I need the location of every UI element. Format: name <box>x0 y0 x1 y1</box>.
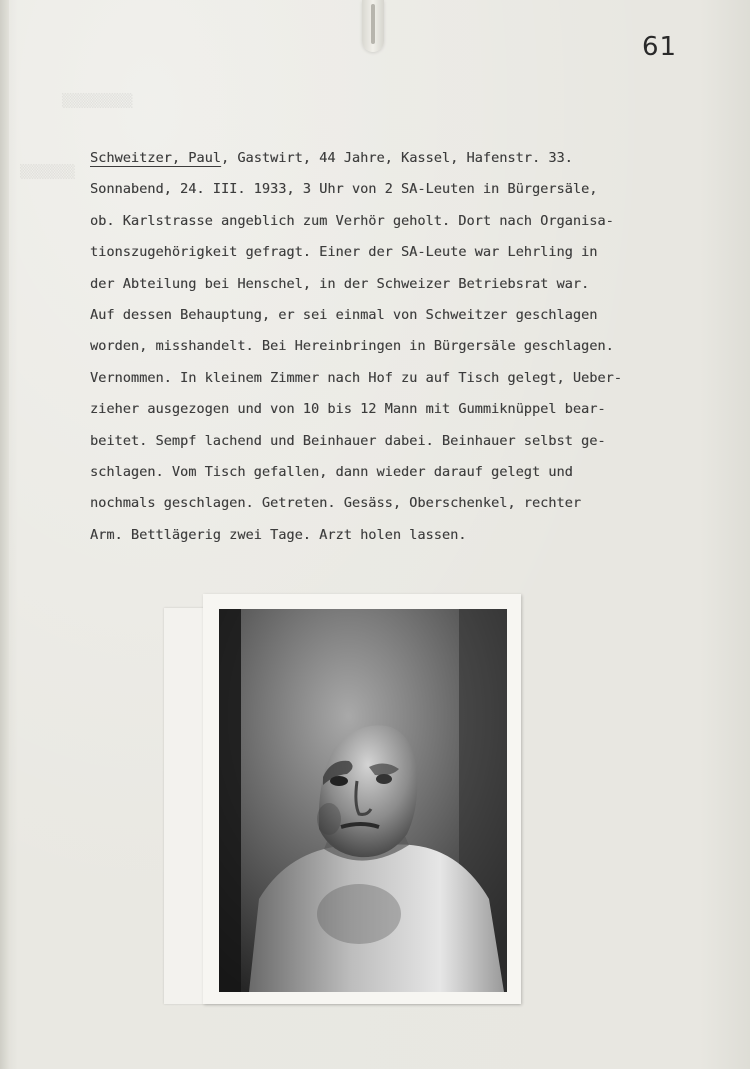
bleed-through-text: ▒▒▒▒▒▒▒▒▒ <box>62 94 133 109</box>
text-line: Arm. Bettlägerig zwei Tage. Arzt holen lassen. <box>90 526 467 543</box>
page-number: 61 <box>642 32 678 62</box>
text-line: tionszugehörigkeit gefragt. Einer der SA-Leute war Lehrling in <box>90 244 598 261</box>
bleed-through-text: ▒▒▒▒▒▒▒ <box>20 165 75 180</box>
text-line-1 <box>90 143 730 174</box>
text-line: schlagen. Vom Tisch gefallen, dann wieder darauf gelegt und <box>90 464 573 481</box>
page-edge-shadow <box>0 0 9 1069</box>
portrait-photograph <box>219 609 507 992</box>
typewritten-text <box>90 143 730 551</box>
text-line: Vernommen. In kleinem Zimmer nach Hof zu auf Tisch gelegt, Ueber- <box>90 369 622 386</box>
text-line: Sonnabend, 24. III. 1933, 3 Uhr von 2 SA-Leuten in Bürgersäle, <box>90 181 598 198</box>
text-line: nochmals geschlagen. Getreten. Gesäss, Oberschenkel, rechter <box>90 495 582 512</box>
person-details: , Gastwirt, 44 Jahre, Kassel, Hafenstr. 33. <box>220 150 573 166</box>
text-line: ob. Karlstrasse angeblich zum Verhör geholt. Dort nach Organisa- <box>90 212 614 229</box>
text-line: beitet. Sempf lachend und Beinhauer dabei. Beinhauer selbst ge- <box>90 432 606 449</box>
person-name: Schweitzer, Paul <box>90 150 221 166</box>
staple-mark <box>362 0 384 52</box>
portrait-image <box>219 609 507 992</box>
text-line: worden, misshandelt. Bei Hereinbringen in Bürgersäle geschlagen. <box>90 338 614 355</box>
text-line: Auf dessen Behauptung, er sei einmal von Schweitzer geschlagen <box>90 307 598 324</box>
text-line: zieher ausgezogen und von 10 bis 12 Mann mit Gummiknüppel bear- <box>90 401 606 418</box>
text-line: der Abteilung bei Henschel, in der Schweizer Betriebsrat war. <box>90 275 590 292</box>
